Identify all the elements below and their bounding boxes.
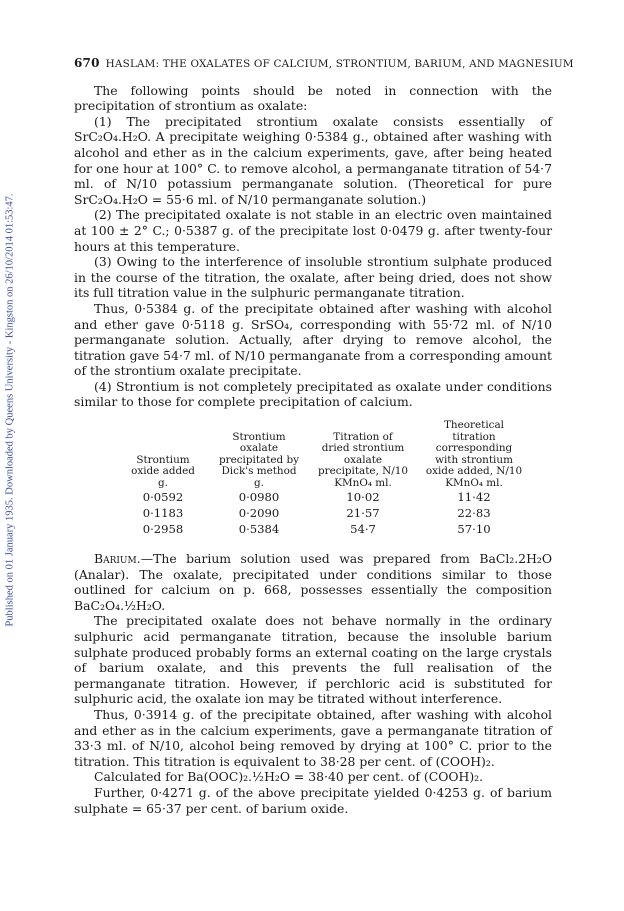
page-number: 670 [74, 56, 100, 70]
table-cell: 0·5384 [238, 522, 280, 537]
running-title: HASLAM: THE OXALATES OF CALCIUM, STRONTIUM, BARIUM, AND MAGNESIUM [105, 58, 574, 70]
paragraph-thus-1: Thus, 0·5384 g. of the precipitate obtained after washing with alcohol and ether gave 0·5118 g. SrSO₄, corresponding with 55·72 ml. of N/10 permanganate solution. Actually, after drying to remove alcohol, the titration gave 54·7 ml. of N/10 permanganate from a corresponding amount of the strontium oxalate precipitate. [74, 300, 552, 379]
download-watermark-text: Published on 01 January 1935. Downloaded by Queens University - Kingston on 26/10/2014 01:53:47. [4, 193, 16, 627]
table-header-row [118, 420, 532, 489]
table-cell: 0·2090 [238, 506, 280, 521]
table-cell: 0·2958 [142, 522, 184, 537]
table-cell: 0·1183 [142, 506, 184, 521]
paragraph-barium-1 [74, 551, 552, 613]
table-header-theoretical-titration: Theoretical titration corresponding with strontium oxide added, N/10 KMnO₄ ml. [425, 419, 523, 489]
table-cell: 21·57 [346, 506, 380, 521]
table-header-titration-dried: Titration of dried strontium oxalate precipitate, N/10 KMnO₄ ml. [318, 430, 408, 489]
page-body [74, 56, 574, 816]
barium-heading: Barium. [94, 551, 141, 567]
table-row [118, 521, 532, 537]
calculated-line: Calculated for Ba(OOC)₂.½H₂O = 38·40 per cent. of (COOH)₂. [94, 769, 484, 785]
table-cell: 10·02 [346, 490, 380, 505]
paragraph-point-4: (4) Strontium is not completely precipitated as oxalate under conditions similar to those for complete precipitation of calcium. [74, 378, 552, 410]
paragraph-barium-3: Thus, 0·3914 g. of the precipitate obtained, after washing with alcohol and ether as in the calcium experiments, gave a permanganate titration of 33·3 ml. of N/10, alcohol being removed by drying at 100° C. prior to the titration. This titration is equivalent to 38·28 per cent. of (COOH)₂. [74, 707, 552, 769]
strontium-table [118, 420, 532, 537]
table-cell: 0·0592 [142, 490, 184, 505]
paragraph-point-1: (1) The precipitated strontium oxalate consists essentially of SrC₂O₄.H₂O. A precipitate weighing 0·5384 g., obtained after washing with alcohol and ether as in the calcium experiments, gave, after being heated for one hour at 100° C. to remove alcohol, a permanganate titration of 54·7 ml. of N/10 potassium permanganate solution. (Theoretical for pure SrC₂O₄.H₂O = 55·6 ml. of N/10 permanganate solution.) [74, 113, 552, 207]
paragraph-barium-4: Further, 0·4271 g. of the above precipitate yielded 0·4253 g. of barium sulphate = 65·37 per cent. of barium oxide. [74, 784, 552, 816]
table-cell: 11·42 [457, 490, 491, 505]
table-header-oxide-added: Strontium oxide added g. [131, 453, 195, 489]
paragraph-point-2: (2) The precipitated oxalate is not stable in an electric oven maintained at 100 ± 2° C.; 0·5387 g. of the precipitate lost 0·0479 g. after twenty-four hours at this temperature. [74, 207, 552, 254]
paragraph-intro: The following points should be noted in connection with the precipitation of strontium as oxalate: [74, 82, 552, 114]
table-cell: 22·83 [457, 506, 491, 521]
table-row [118, 505, 532, 521]
download-watermark [2, 80, 18, 740]
paragraph-point-3: (3) Owing to the interference of insoluble strontium sulphate produced in the course of the titration, the oxalate, after being dried, does not show its full titration value in the sulphuric permanganate titration. [74, 254, 552, 301]
table-header-oxalate-precipitated: Strontium oxalate precipitated by Dick's method g. [218, 430, 300, 489]
paragraph-barium-2: The precipitated oxalate does not behave normally in the ordinary sulphuric acid permanganate titration, because the insoluble barium sulphate produced probably forms an external coating on the large crystals of barium oxalate, and this prevents the full realisation of the permanganate titration. However, if perchloric acid is substituted for sulphuric acid, the oxalate ion may be titrated without interference. [74, 613, 552, 707]
running-header [74, 56, 574, 73]
barium-text: —The barium solution used was prepared from BaCl₂.2H₂O (Analar). The oxalate, precipitated under conditions similar to those outlined for calcium on p. 668, possesses essentially the composition BaC₂O₄.½H₂O. [74, 551, 552, 613]
table-cell: 57·10 [457, 522, 491, 537]
table-cell: 0·0980 [238, 490, 280, 505]
table-cell: 54·7 [350, 522, 376, 537]
table-row [118, 489, 532, 505]
